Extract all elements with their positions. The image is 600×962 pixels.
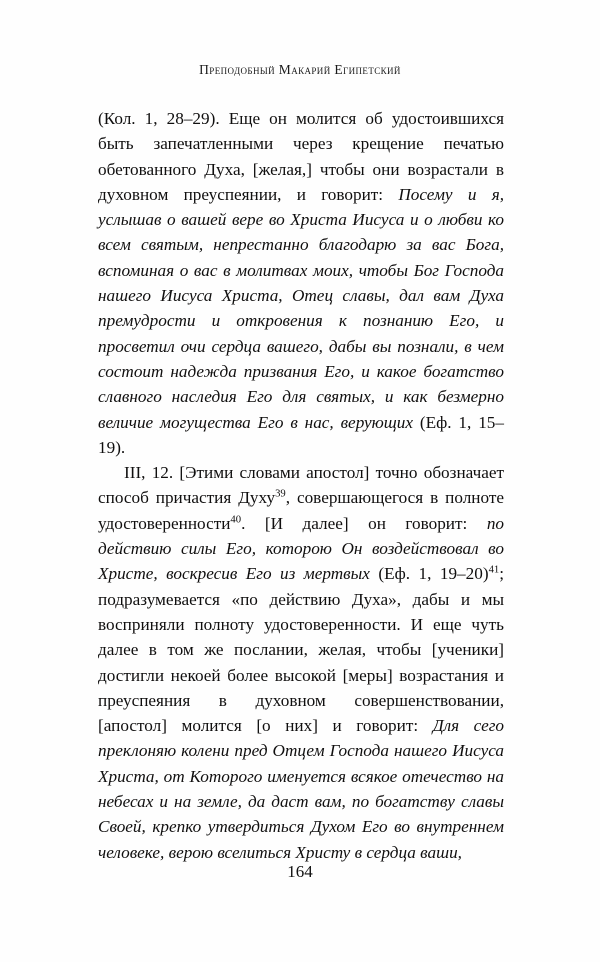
text-run: (Еф. 1, 19–20) [378,564,489,584]
footnote-marker: 40 [230,514,242,526]
page-number: 164 [287,862,313,881]
text-run: III, 12. [Этими словами апостол] точно обозначает способ причастия Духу [98,463,504,508]
text-run: ; подразумевается «по действию Духа», дабы и мы восприняли полноту удостоверенности. И еще чуть далее в том же послании, желая, чтобы [ученики] достигли некоей более высокой [меры] возрастания и преуспеяния в духовном совершенствовании, [апостол] молится [о них] и говорит: [98,564,504,736]
scripture-quote: Посему и я, услышав о вашей вере во Христа Иисуса и о любви ко всем святым, непрестанно благодарю за вас Бога, вспоминая о вас в молитвах моих, чтобы Бог Господа нашего Иисуса Христа, Отец славы, дал вам Духа премудрости и откровения к познанию Его, и просветил очи сердца вашего, дабы вы познали, в чем состоит надежда призвания Его, и какое богатство славного наследия Его для святых, и как безмерно величие могущества Его в нас, верующих [98,184,504,432]
running-head: Преподобный Макарий Египетский [199,62,401,77]
body-text [98,106,504,865]
scripture-quote: Для сего преклоняю колени пред Отцем Господа нашего Иисуса Христа, от Которого именуется всякое отечество на небесах и на земле, да даст вам, по богатству славы Своей, крепко утвердиться Духом Его во внутреннем человеке, верою вселиться Христу в сердца ваши, [98,716,504,862]
paragraph [98,106,504,460]
text-run: (Кол. 1, 28–29). Еще он молится об удостоившихся быть запечатленными через крещение печатью обетованного Духа, [желая,] чтобы они возрастали в духовном преуспеянии, и говорит: [98,109,504,204]
text-run: (Еф. 1, 15–19). [98,412,504,457]
paragraph [98,460,504,865]
footnote-marker: 39 [275,488,286,500]
scripture-quote: по действию силы Его, которою Он воздействовал во Христе, воскресив Его из мертвых [98,513,504,584]
footnote-marker: 41 [488,564,500,576]
text-run: , совершающегося в полноте удостоверенности [98,488,504,533]
text-run: . [И далее] он говорит: [241,513,487,533]
